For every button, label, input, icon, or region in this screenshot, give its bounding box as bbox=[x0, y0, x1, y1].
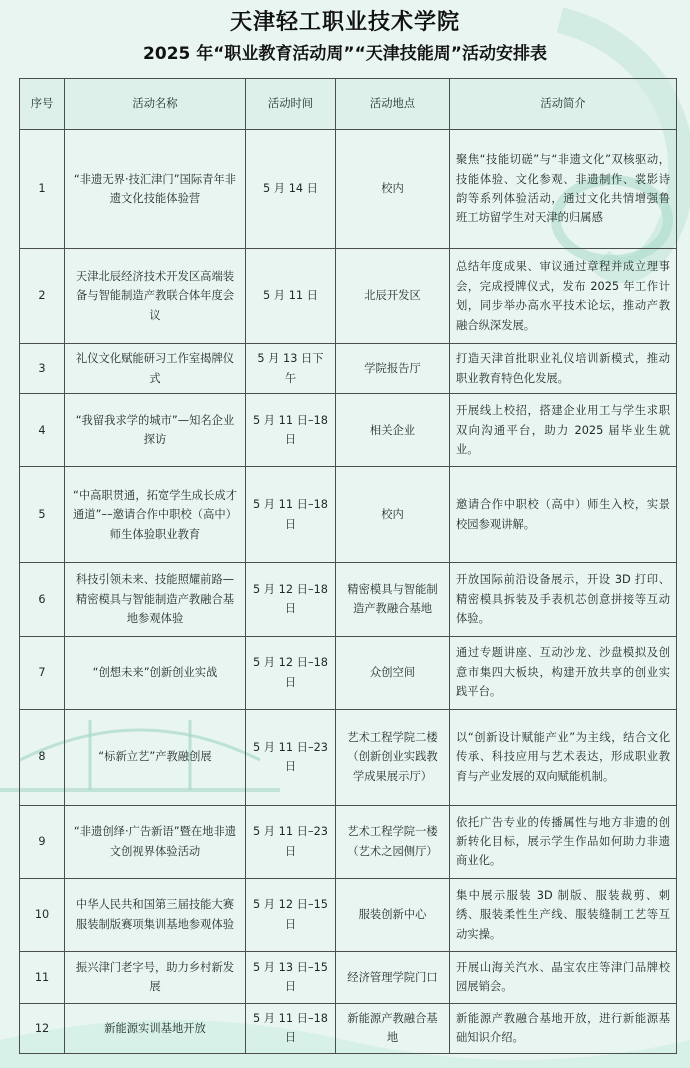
school-title: 天津轻工职业技术学院 bbox=[229, 10, 460, 35]
activity-place: 艺术工程学院二楼（创新创业实践教学成果展示厅） bbox=[336, 709, 450, 805]
activity-place: 校内 bbox=[336, 130, 450, 249]
row-number: 11 bbox=[20, 951, 65, 1003]
activity-name: “非遗无界·技汇津门”国际青年非遗文化技能体验营 bbox=[65, 130, 246, 249]
activity-name: 新能源实训基地开放 bbox=[65, 1003, 246, 1053]
activity-description: 集中展示服装 3D 制版、服装裁剪、刺绣、服装柔性生产线、服装缝制工艺等互动实操。 bbox=[450, 878, 677, 951]
row-number: 9 bbox=[20, 805, 65, 878]
schedule-title: 2025 年“职业教育活动周”“天津技能周”活动安排表 bbox=[143, 44, 547, 64]
activity-name: 中华人民共和国第三届技能大赛服装制版赛项集训基地参观体验 bbox=[65, 878, 246, 951]
activity-time: 5 月 11 日–23 日 bbox=[246, 709, 336, 805]
row-number: 12 bbox=[20, 1003, 65, 1053]
activity-name: “我留我求学的城市”—知名企业探访 bbox=[65, 394, 246, 467]
activity-description: 通过专题讲座、互动沙龙、沙盘模拟及创意市集四大板块，构建开放共享的创业实践平台。 bbox=[450, 636, 677, 709]
column-header-desc: 活动简介 bbox=[450, 79, 677, 130]
activity-place: 艺术工程学院一楼（艺术之园侧厅） bbox=[336, 805, 450, 878]
activity-place: 经济管理学院门口 bbox=[336, 951, 450, 1003]
table-row bbox=[20, 1003, 677, 1053]
activity-time: 5 月 11 日–23 日 bbox=[246, 805, 336, 878]
row-number: 5 bbox=[20, 467, 65, 563]
activity-description: 开展线上校招，搭建企业用工与学生求职双向沟通平台，助力 2025 届毕业生就业。 bbox=[450, 394, 677, 467]
activity-name: 科技引领未来、技能照耀前路—精密模具与智能制造产教融合基地参观体验 bbox=[65, 563, 246, 636]
activity-place: 服装创新中心 bbox=[336, 878, 450, 951]
column-header-place: 活动地点 bbox=[336, 79, 450, 130]
table-row bbox=[20, 805, 677, 878]
activity-time: 5 月 11 日 bbox=[246, 249, 336, 344]
activity-name: “中高职贯通，拓宽学生成长成才通道”––邀请合作中职校（高中）师生体验职业教育 bbox=[65, 467, 246, 563]
row-number: 7 bbox=[20, 636, 65, 709]
activity-place: 众创空间 bbox=[336, 636, 450, 709]
activity-place: 精密模具与智能制造产教融合基地 bbox=[336, 563, 450, 636]
activity-time: 5 月 12 日–18 日 bbox=[246, 636, 336, 709]
activity-name: 振兴津门老字号，助力乡村新发展 bbox=[65, 951, 246, 1003]
schedule-table-wrapper bbox=[19, 78, 676, 1054]
activity-description: 新能源产教融合基地开放，进行新能源基础知识介绍。 bbox=[450, 1003, 677, 1053]
activity-time: 5 月 14 日 bbox=[246, 130, 336, 249]
table-row bbox=[20, 344, 677, 394]
table-row bbox=[20, 249, 677, 344]
activity-name: 礼仪文化赋能研习工作室揭牌仪式 bbox=[65, 344, 246, 394]
table-row bbox=[20, 130, 677, 249]
activity-description: 打造天津首批职业礼仪培训新模式，推动职业教育特色化发展。 bbox=[450, 344, 677, 394]
activity-time: 5 月 11 日–18 日 bbox=[246, 1003, 336, 1053]
activity-description: 开放国际前沿设备展示，开设 3D 打印、精密模具拆装及手表机芯创意拼接等互动体验。 bbox=[450, 563, 677, 636]
activity-time: 5 月 13 日–15 日 bbox=[246, 951, 336, 1003]
activity-description: 聚焦“技能切磋”与“非遗文化”双核驱动，技能体验、文化参观、非遗制作、裳影诗韵等系列体验活动，通过文化共情增强鲁班工坊留学生对天津的归属感 bbox=[450, 130, 677, 249]
activity-time: 5 月 12 日–15 日 bbox=[246, 878, 336, 951]
activity-description: 邀请合作中职校（高中）师生入校，实景校园参观讲解。 bbox=[450, 467, 677, 563]
activity-name: “创想未来”创新创业实战 bbox=[65, 636, 246, 709]
activity-place: 校内 bbox=[336, 467, 450, 563]
activity-time: 5 月 13 日下午 bbox=[246, 344, 336, 394]
document-header bbox=[0, 0, 690, 68]
table-row bbox=[20, 636, 677, 709]
table-row bbox=[20, 563, 677, 636]
schedule-table bbox=[19, 78, 677, 1054]
row-number: 10 bbox=[20, 878, 65, 951]
column-header-name: 活动名称 bbox=[65, 79, 246, 130]
table-row bbox=[20, 709, 677, 805]
activity-name: “标新立艺”产教融创展 bbox=[65, 709, 246, 805]
activity-place: 相关企业 bbox=[336, 394, 450, 467]
activity-place: 学院报告厅 bbox=[336, 344, 450, 394]
activity-description: 开展山海关汽水、晶宝农庄等津门品牌校园展销会。 bbox=[450, 951, 677, 1003]
row-number: 3 bbox=[20, 344, 65, 394]
activity-name: “非遗创绎·广告新语”暨在地非遗文创视界体验活动 bbox=[65, 805, 246, 878]
activity-place: 新能源产教融合基地 bbox=[336, 1003, 450, 1053]
table-row bbox=[20, 951, 677, 1003]
row-number: 4 bbox=[20, 394, 65, 467]
table-row bbox=[20, 467, 677, 563]
row-number: 2 bbox=[20, 249, 65, 344]
activity-description: 以“创新设计赋能产业”为主线，结合文化传承、科技应用与艺术表达，形成职业教育与产业发展的双向赋能机制。 bbox=[450, 709, 677, 805]
activity-description: 总结年度成果、审议通过章程并成立理事会，完成授牌仪式，发布 2025 年工作计划，同步举办高水平技术论坛，推动产教融合纵深发展。 bbox=[450, 249, 677, 344]
table-row bbox=[20, 394, 677, 467]
row-number: 6 bbox=[20, 563, 65, 636]
table-header-row bbox=[20, 79, 677, 130]
column-header-no: 序号 bbox=[20, 79, 65, 130]
activity-place: 北辰开发区 bbox=[336, 249, 450, 344]
activity-name: 天津北辰经济技术开发区高端装备与智能制造产教联合体年度会议 bbox=[65, 249, 246, 344]
activity-time: 5 月 12 日–18 日 bbox=[246, 563, 336, 636]
table-row bbox=[20, 878, 677, 951]
activity-time: 5 月 11 日–18 日 bbox=[246, 467, 336, 563]
activity-description: 依托广告专业的传播属性与地方非遗的创新转化目标，展示学生作品如何助力非遗商业化。 bbox=[450, 805, 677, 878]
row-number: 8 bbox=[20, 709, 65, 805]
row-number: 1 bbox=[20, 130, 65, 249]
activity-time: 5 月 11 日–18 日 bbox=[246, 394, 336, 467]
column-header-time: 活动时间 bbox=[246, 79, 336, 130]
